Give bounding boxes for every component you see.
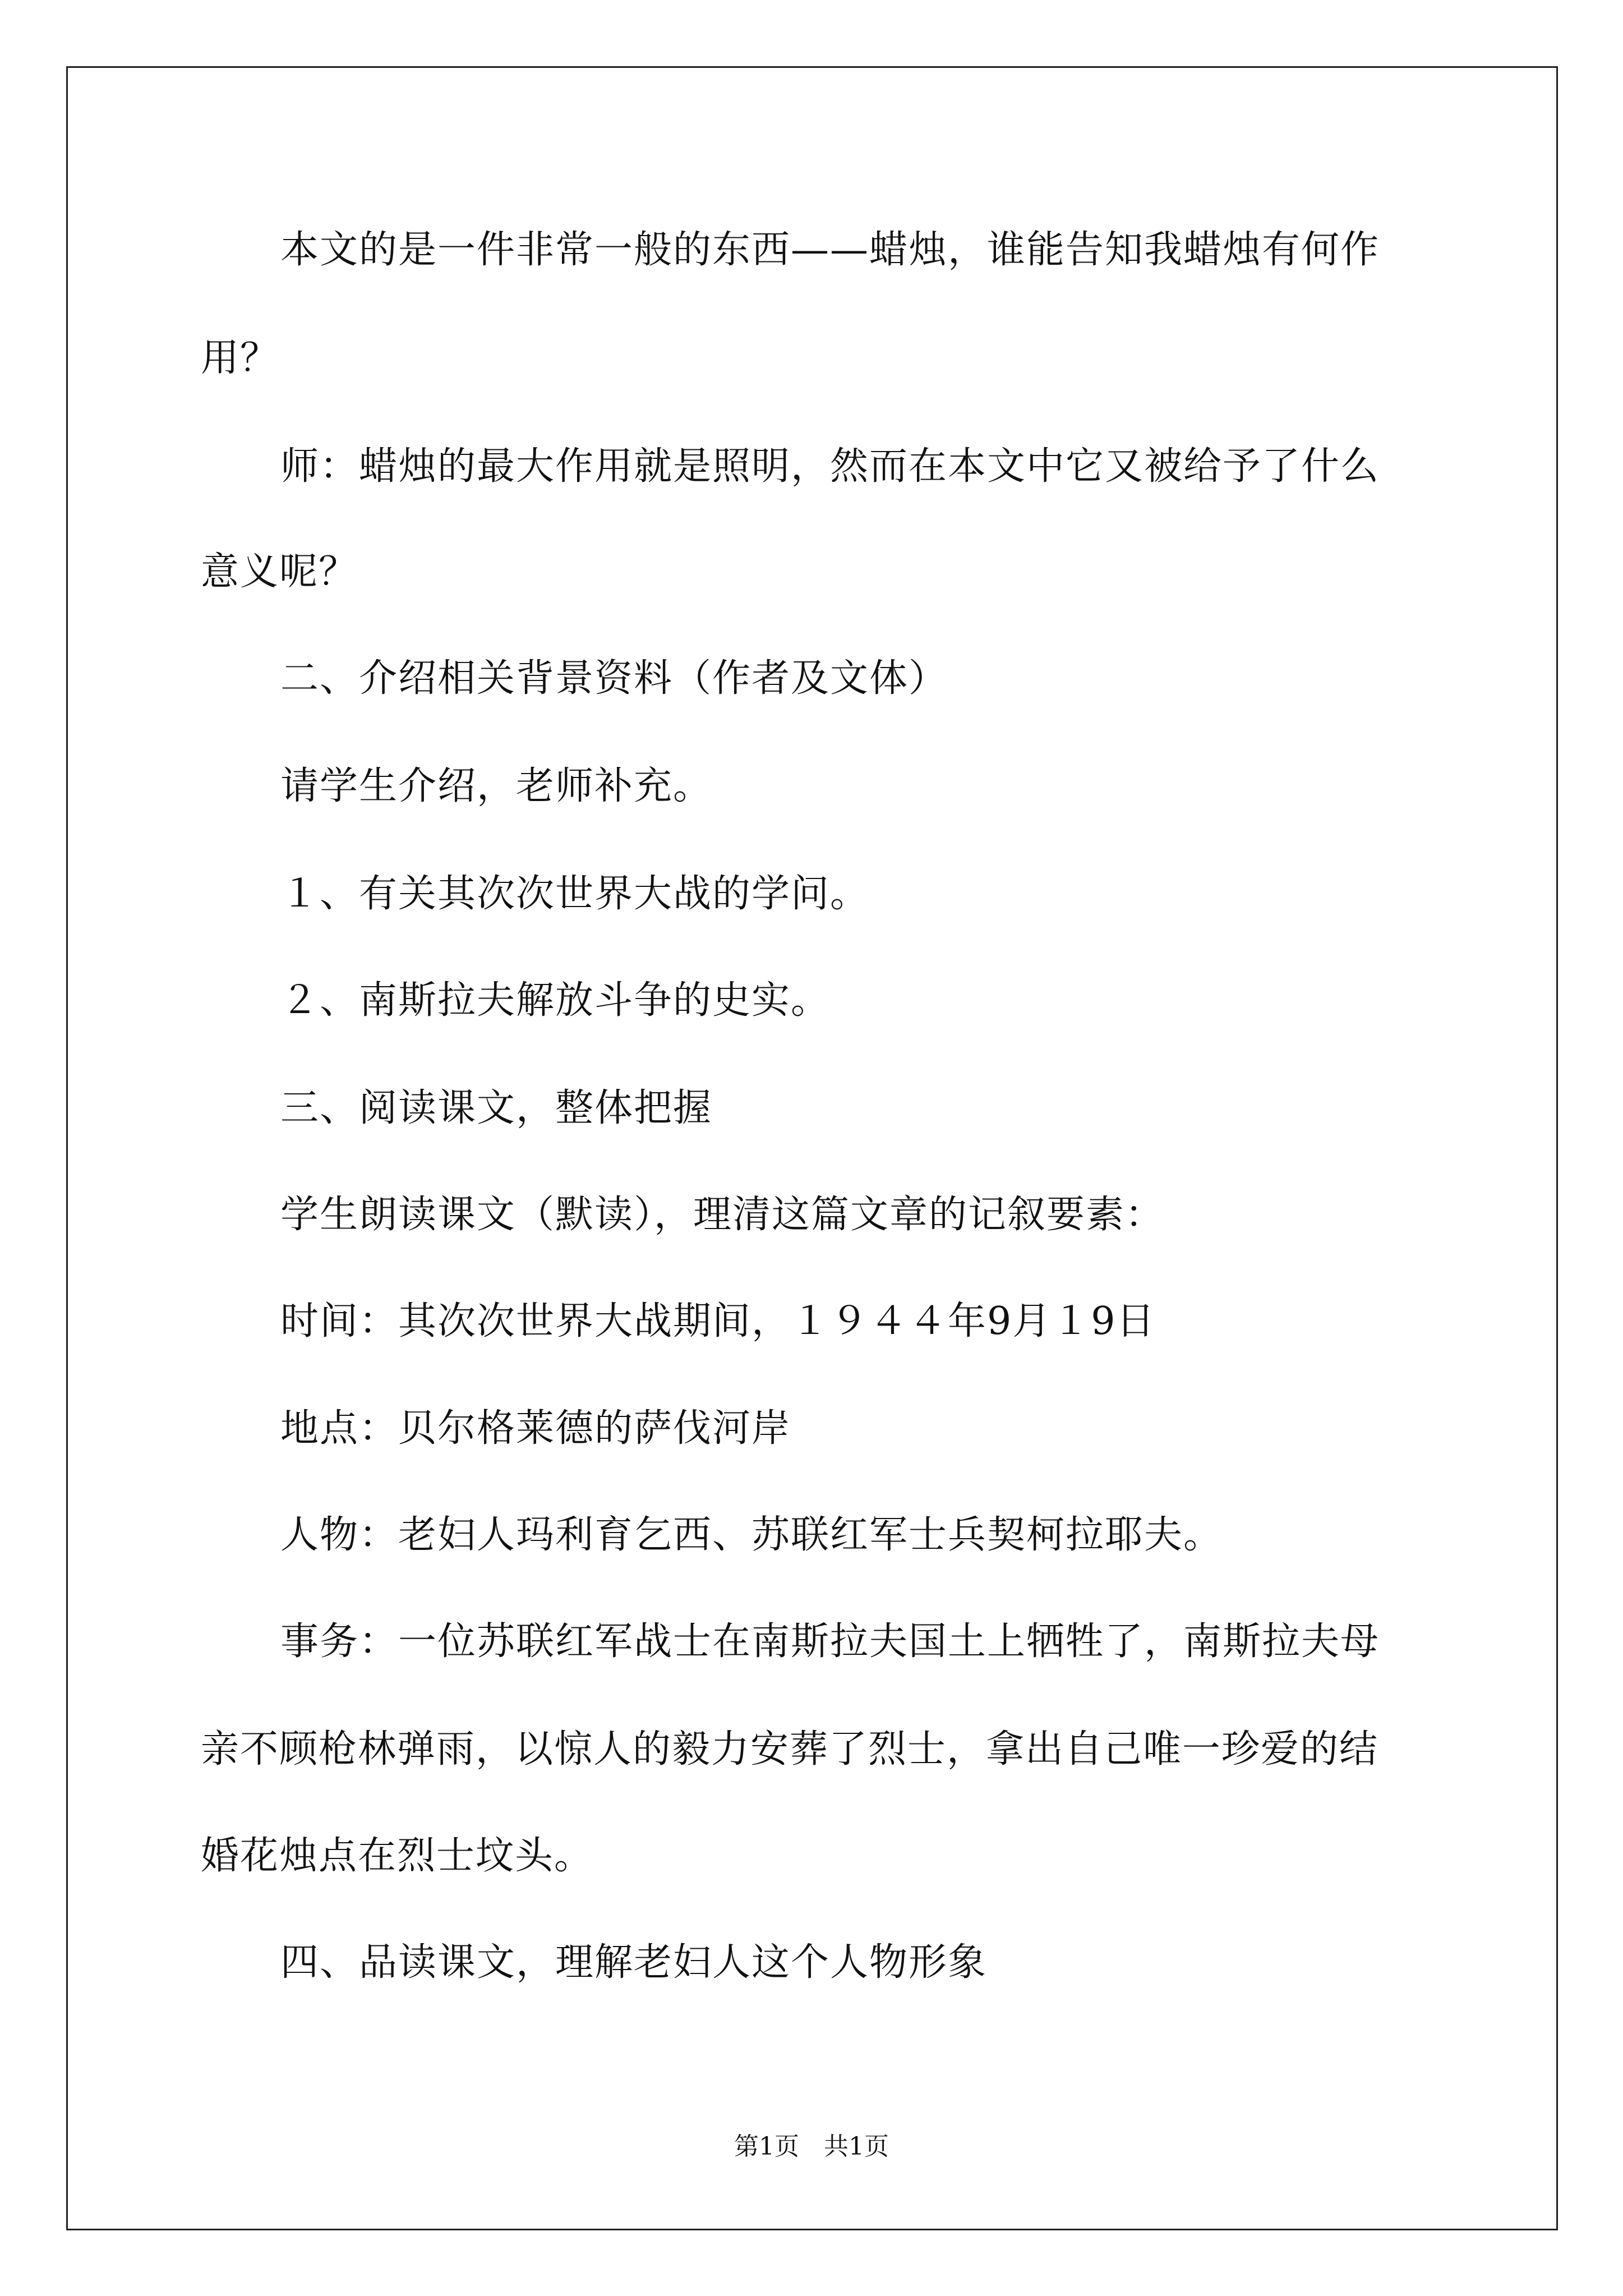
paragraph-line: 地点：贝尔格莱德的萨伐河岸 (280, 1406, 791, 1451)
paragraph-line: 师：蜡烛的最大作用就是照明，然而在本文中它又被给予了什么 (280, 444, 1380, 489)
paragraph-line: 亲不顾枪林弹雨，以惊人的毅力安葬了烈士，拿出自己唯一珍爱的结 (201, 1727, 1379, 1772)
paragraph-line: 学生朗读课文（默读），理清这篇文章的记叙要素： (280, 1193, 1165, 1237)
list-item: ２、南斯拉夫解放斗争的史实。 (280, 978, 831, 1023)
page-footer: 第1页 共1页 (734, 2132, 889, 2161)
paragraph-line: 人物：老妇人玛利育乞西、苏联红军士兵契柯拉耶夫。 (280, 1513, 1223, 1557)
section-heading: 二、介绍相关背景资料（作者及文体） (280, 656, 948, 701)
paragraph-line: 本文的是一件非常一般的东西——蜡烛，谁能告知我蜡烛有何作 (280, 228, 1380, 272)
paragraph-line: 事务：一位苏联红军战士在南斯拉夫国土上牺牲了，南斯拉夫母 (280, 1619, 1380, 1664)
section-heading: 三、阅读课文，整体把握 (280, 1086, 713, 1130)
section-heading: 四、品读课文，理解老妇人这个人物形象 (280, 1940, 988, 1985)
paragraph-line: 请学生介绍，老师补充。 (280, 764, 713, 808)
paragraph-line: 婚花烛点在烈士坟头。 (201, 1834, 594, 1878)
page-border (66, 66, 1558, 2230)
paragraph-line: 时间：其次次世界大战期间，１９４４年9月１9日 (280, 1299, 1156, 1343)
paragraph-line: 意义呢？ (201, 550, 358, 594)
list-item: １、有关其次次世界大战的学问。 (280, 872, 870, 916)
paragraph-line: 用？ (201, 336, 280, 380)
